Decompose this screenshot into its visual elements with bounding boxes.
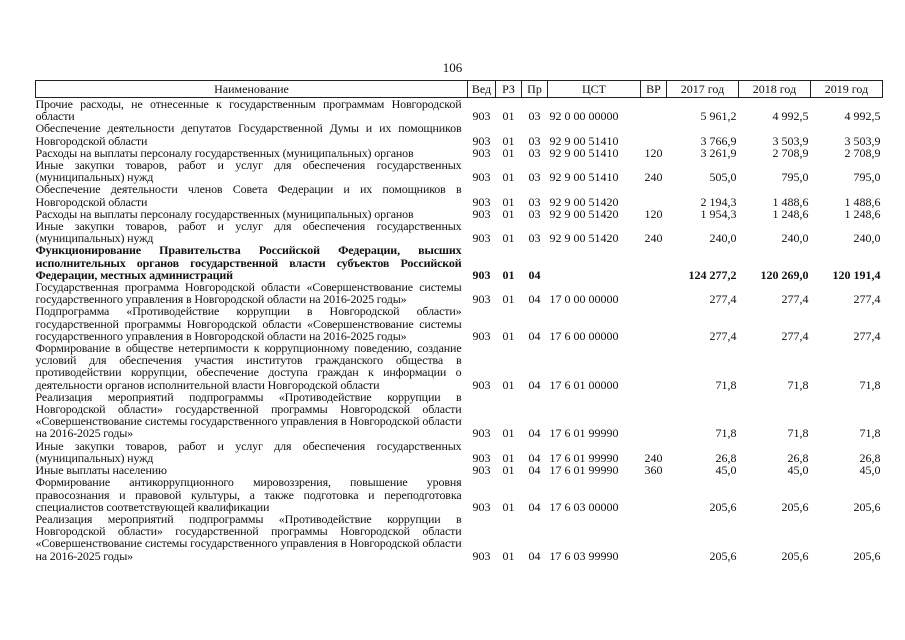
cell-rz: 01 (502, 328, 515, 343)
table-row (36, 305, 883, 342)
cell-vr: 120 (644, 206, 663, 221)
cell-rz: 01 (502, 194, 515, 209)
header-2017: 2017 год (667, 81, 739, 98)
cell-2018: 71,8 (787, 377, 809, 392)
cell-pr: 04 (528, 328, 541, 343)
cell-pr: 03 (528, 109, 541, 124)
cell-2018: 45,0 (787, 463, 809, 478)
cell-vr (641, 476, 667, 513)
cell-2017: 277,4 (709, 292, 737, 307)
cell-rz: 01 (502, 267, 515, 282)
cell-vr (641, 305, 667, 342)
table-row (36, 220, 883, 244)
cell-2017: 1 954,3 (700, 206, 737, 221)
table-row (36, 476, 883, 513)
cell-2019: 4 992,5 (844, 109, 881, 124)
cell-2017: 205,6 (709, 499, 737, 514)
cell-name: Формирование в обществе нетерпимости к коррупционному поведению, создание условий для обеспечения участия институтов гражданского общества в противодействии коррупции, обеспечение доступа граждан к информации о деятельности органов исполнительной власти Новгородской области (35, 341, 462, 392)
cell-pr: 04 (528, 292, 541, 307)
cell-ved: 903 (472, 499, 491, 514)
table-row (36, 98, 883, 123)
cell-vr: 240 (644, 450, 663, 465)
cell-2018: 120 269,0 (760, 267, 809, 282)
cell-2018: 240,0 (781, 231, 809, 246)
cell-cst: 17 6 03 99990 (549, 548, 619, 563)
cell-2019: 71,8 (859, 377, 881, 392)
cell-name: Обеспечение деятельности членов Совета Федерации и их помощников в Новгородской области (35, 182, 462, 209)
cell-vr (641, 281, 667, 305)
cell-name: Прочие расходы, не отнесенные к государственным программам Новгородской области (35, 97, 462, 124)
cell-2017: 2 194,3 (700, 194, 737, 209)
cell-ved: 903 (472, 292, 491, 307)
cell-rz: 01 (502, 133, 515, 148)
cell-name: Иные выплаты населению (35, 463, 167, 478)
header-ved: Вед (468, 81, 496, 98)
cell-pr: 03 (528, 133, 541, 148)
cell-2018: 71,8 (787, 426, 809, 441)
cell-pr: 04 (528, 426, 541, 441)
cell-2017: 71,8 (715, 426, 737, 441)
cell-vr: 240 (644, 231, 663, 246)
cell-name: Обеспечение деятельности депутатов Государственной Думы и их помощников Новгородской области (35, 121, 462, 148)
header-pr: Пр (522, 81, 548, 98)
cell-2018: 795,0 (781, 170, 809, 185)
cell-2019: 205,6 (853, 499, 881, 514)
cell-name: Иные закупки товаров, работ и услуг для обеспечения государственных (муниципальных) нужд (35, 438, 462, 465)
cell-name: Реализация мероприятий подпрограммы «Противодействие коррупции в Новгородской области» государственной программы Новгородской области «Совершенствование системы государственного управления в Новгородской области на 2016-2025 годы» (35, 389, 462, 441)
cell-cst: 92 9 00 51420 (549, 231, 619, 246)
cell-2019: 1 488,6 (844, 194, 881, 209)
cell-2017: 124 277,2 (688, 267, 737, 282)
cell-vr (641, 244, 667, 281)
cell-2018: 277,4 (781, 328, 809, 343)
cell-vr (641, 391, 667, 440)
header-name: Наименование (36, 81, 468, 98)
cell-ved: 903 (472, 170, 491, 185)
cell-cst: 17 6 01 99990 (549, 450, 619, 465)
cell-2018: 3 503,9 (772, 133, 809, 148)
cell-name: Формирование антикоррупционного мировоззрения, повышение уровня правосознания и правовой культуры, а также подготовка и переподготовка специалистов соответствующей квалификации (35, 475, 462, 514)
cell-pr: 04 (528, 267, 541, 282)
cell-pr: 03 (528, 145, 541, 160)
cell-name: Функционирование Правительства Российской Федерации, высших исполнительных органов государственной власти субъектов Российской Федерации, местных администраций (35, 243, 462, 282)
cell-2019: 2 708,9 (844, 145, 881, 160)
cell-2018: 1 488,6 (772, 194, 809, 209)
cell-rz: 01 (502, 426, 515, 441)
cell-vr: 120 (644, 145, 663, 160)
cell-ved: 903 (472, 206, 491, 221)
cell-ved: 903 (472, 463, 491, 478)
cell-2019: 205,6 (853, 548, 881, 563)
cell-pr: 03 (528, 206, 541, 221)
header-vr: ВР (641, 81, 667, 98)
cell-cst: 92 9 00 51420 (549, 194, 619, 209)
cell-2019: 120 191,4 (832, 267, 881, 282)
cell-ved: 903 (472, 548, 491, 563)
cell-name: Реализация мероприятий подпрограммы «Противодействие коррупции в Новгородской области» государственной программы Новгородской области «Совершенствование системы государственного управления в Новгородской области на 2016-2025 годы» (35, 511, 462, 563)
cell-name: Расходы на выплаты персоналу государственных (муниципальных) органов (35, 145, 414, 160)
cell-rz: 01 (502, 109, 515, 124)
cell-2018: 26,8 (787, 450, 809, 465)
header-rz: РЗ (496, 81, 522, 98)
cell-name: Иные закупки товаров, работ и услуг для обеспечения государственных (муниципальных) нужд (35, 158, 462, 185)
cell-cst: 92 0 00 00000 (549, 109, 619, 124)
cell-2019: 277,4 (853, 328, 881, 343)
cell-rz: 01 (502, 499, 515, 514)
cell-ved: 903 (472, 109, 491, 124)
cell-cst (548, 244, 641, 281)
table-row (36, 513, 883, 562)
cell-2018: 277,4 (781, 292, 809, 307)
cell-2019: 277,4 (853, 292, 881, 307)
cell-pr: 04 (528, 499, 541, 514)
cell-2018: 1 248,6 (772, 206, 809, 221)
cell-2019: 45,0 (859, 463, 881, 478)
cell-2019: 795,0 (853, 170, 881, 185)
cell-2019: 240,0 (853, 231, 881, 246)
cell-vr (641, 183, 667, 207)
cell-name: Государственная программа Новгородской области «Совершенствование системы государственного управления в Новгородской области на 2016-2025 годы» (35, 280, 462, 307)
cell-2017: 3 261,9 (700, 145, 737, 160)
header-cst: ЦСТ (548, 81, 641, 98)
cell-ved: 903 (472, 133, 491, 148)
table-row (36, 440, 883, 464)
cell-cst: 92 9 00 51410 (549, 170, 619, 185)
cell-name: Иные закупки товаров, работ и услуг для обеспечения государственных (муниципальных) нужд (35, 219, 462, 246)
budget-table (35, 80, 883, 562)
cell-rz: 01 (502, 463, 515, 478)
cell-ved: 903 (472, 450, 491, 465)
cell-pr: 04 (528, 377, 541, 392)
header-2018: 2018 год (739, 81, 811, 98)
cell-2017: 71,8 (715, 377, 737, 392)
cell-vr (641, 513, 667, 562)
cell-2018: 205,6 (781, 548, 809, 563)
cell-cst: 17 0 00 00000 (549, 292, 619, 307)
cell-2017: 505,0 (709, 170, 737, 185)
cell-2017: 3 766,9 (700, 133, 737, 148)
cell-2018: 4 992,5 (772, 109, 809, 124)
cell-name: Подпрограмма «Противодействие коррупции в Новгородской области» государственной программы Новгородской области «Совершенствование системы государственного управления в Новгородской области на 2016-2025 годы» (35, 304, 462, 343)
table-row (36, 159, 883, 183)
cell-cst: 17 6 01 99990 (549, 463, 619, 478)
cell-2017: 205,6 (709, 548, 737, 563)
cell-ved: 903 (472, 377, 491, 392)
cell-vr: 360 (644, 463, 663, 478)
cell-cst: 17 6 01 99990 (549, 426, 619, 441)
cell-2017: 240,0 (709, 231, 737, 246)
cell-ved: 903 (472, 194, 491, 209)
cell-pr: 04 (528, 450, 541, 465)
cell-cst: 17 6 00 00000 (549, 328, 619, 343)
cell-pr: 03 (528, 170, 541, 185)
cell-pr: 04 (528, 548, 541, 563)
cell-rz: 01 (502, 170, 515, 185)
table-row (36, 122, 883, 146)
cell-cst: 92 9 00 51420 (549, 206, 619, 221)
cell-rz: 01 (502, 206, 515, 221)
cell-pr: 04 (528, 463, 541, 478)
cell-ved: 903 (472, 231, 491, 246)
cell-ved: 903 (472, 145, 491, 160)
cell-cst: 92 9 00 51410 (549, 145, 619, 160)
table-row (36, 391, 883, 440)
cell-vr (641, 98, 667, 123)
cell-2018: 205,6 (781, 499, 809, 514)
cell-rz: 01 (502, 231, 515, 246)
cell-name: Расходы на выплаты персоналу государственных (муниципальных) органов (35, 206, 414, 221)
cell-2017: 277,4 (709, 328, 737, 343)
table-row (36, 183, 883, 207)
cell-ved: 903 (472, 267, 491, 282)
cell-vr (641, 342, 667, 391)
cell-rz: 01 (502, 548, 515, 563)
cell-cst: 17 6 03 00000 (549, 499, 619, 514)
cell-ved: 903 (472, 426, 491, 441)
cell-2018: 2 708,9 (772, 145, 809, 160)
table-row (36, 244, 883, 281)
table-row (36, 281, 883, 305)
cell-vr: 240 (644, 170, 663, 185)
cell-2019: 71,8 (859, 426, 881, 441)
cell-rz: 01 (502, 292, 515, 307)
cell-ved: 903 (472, 328, 491, 343)
table-header-row (36, 81, 883, 98)
header-2019: 2019 год (811, 81, 883, 98)
table-row (36, 342, 883, 391)
cell-pr: 03 (528, 231, 541, 246)
cell-rz: 01 (502, 450, 515, 465)
table-body (36, 98, 883, 562)
cell-2019: 26,8 (859, 450, 881, 465)
cell-cst: 92 9 00 51410 (549, 133, 619, 148)
cell-pr: 03 (528, 194, 541, 209)
cell-cst: 17 6 01 00000 (549, 377, 619, 392)
cell-2019: 3 503,9 (844, 133, 881, 148)
cell-rz: 01 (502, 145, 515, 160)
cell-2017: 45,0 (715, 463, 737, 478)
cell-2017: 26,8 (715, 450, 737, 465)
cell-vr (641, 122, 667, 146)
cell-rz: 01 (502, 377, 515, 392)
cell-2017: 5 961,2 (700, 109, 737, 124)
page-number: 106 (442, 60, 463, 75)
cell-2019: 1 248,6 (844, 206, 881, 221)
